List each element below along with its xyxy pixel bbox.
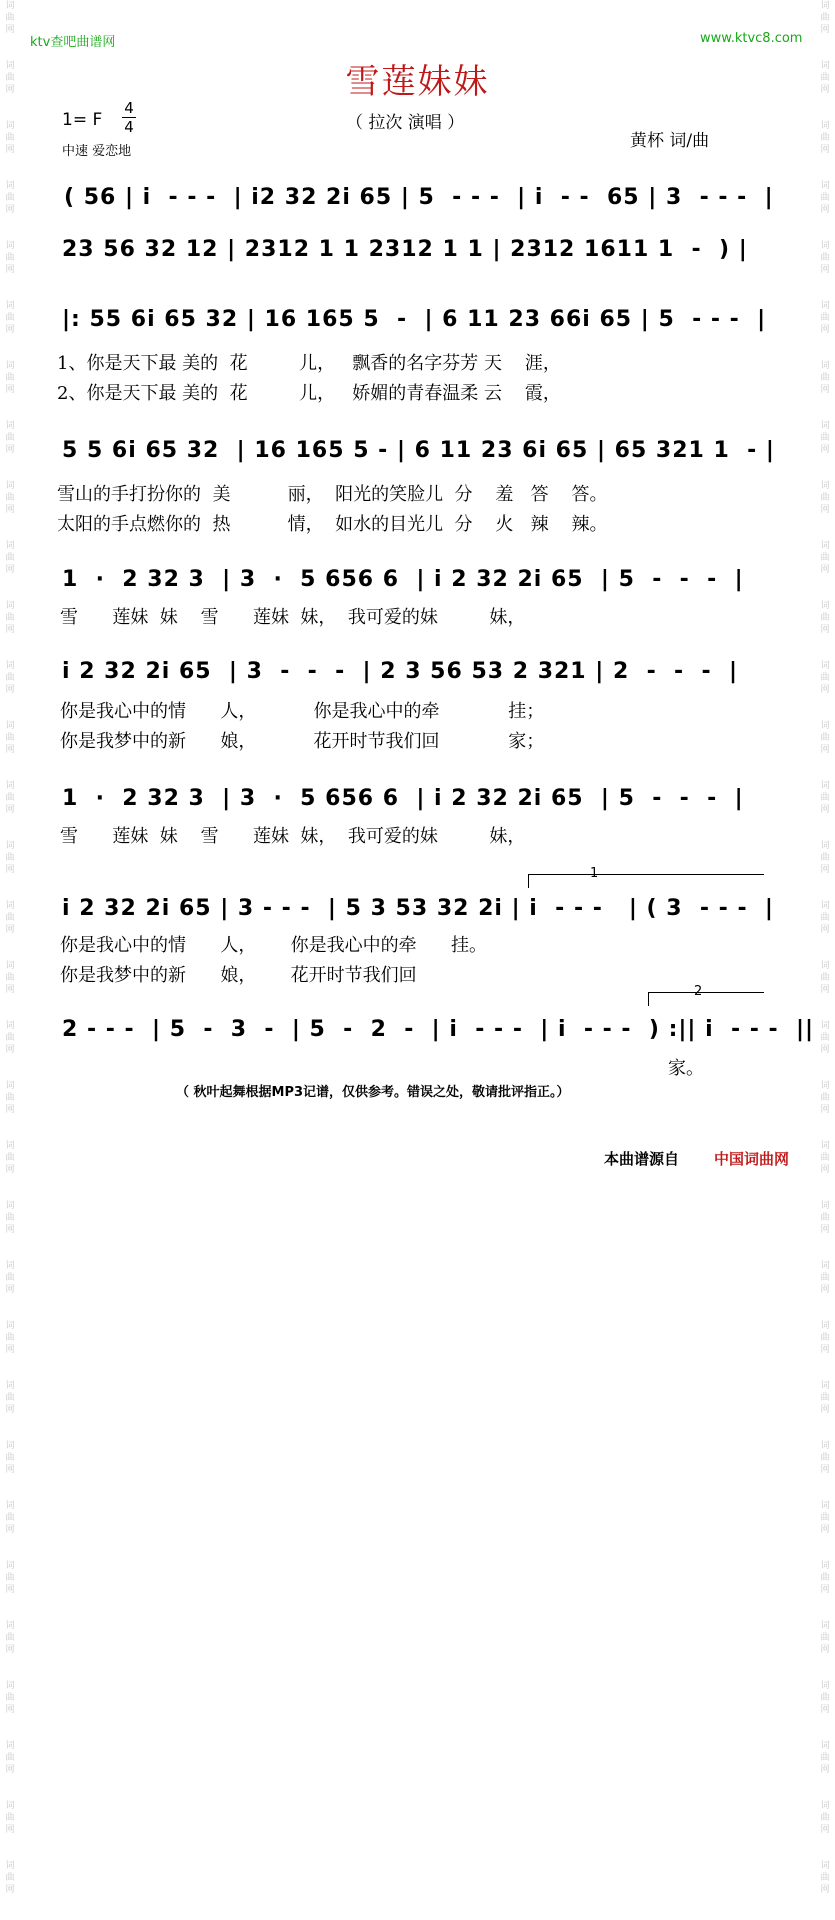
watermark-glyph: 词 xyxy=(820,1501,830,1511)
watermark-glyph: 曲 xyxy=(5,553,15,563)
watermark-glyph: 词 xyxy=(5,1,15,11)
watermark-glyph: 网 xyxy=(5,85,15,95)
site-name-left: ktv查吧曲谱网 xyxy=(30,35,116,50)
watermark-glyph: 网 xyxy=(820,625,830,635)
watermark-glyph: 网 xyxy=(5,925,15,935)
score-line-6: i 2 32 2i 65 | 3 - - - | 2 3 56 53 2 321 | 2 - - - | xyxy=(62,659,738,684)
watermark-glyph: 词 xyxy=(820,1561,830,1571)
watermark-glyph: 词 xyxy=(5,1741,15,1751)
key-prefix: 1= F xyxy=(62,110,103,130)
score-line-9: 2 - - - | 5 - 3 - | 5 - 2 - | i - - - | i - - - ) :|| i - - - || xyxy=(62,1017,815,1042)
watermark-glyph: 词 xyxy=(820,1201,830,1211)
watermark-glyph: 曲 xyxy=(5,1753,15,1763)
watermark-glyph: 网 xyxy=(5,325,15,335)
watermark-glyph: 网 xyxy=(820,1105,830,1115)
watermark-glyph: 网 xyxy=(5,1285,15,1295)
watermark-glyph: 词 xyxy=(5,1681,15,1691)
volta-2-number: 2 xyxy=(694,984,703,999)
watermark-glyph: 词 xyxy=(5,901,15,911)
watermark-glyph: 词 xyxy=(5,841,15,851)
lyric-line-9: 家。 xyxy=(668,1058,704,1079)
watermark-right xyxy=(817,0,833,1895)
score-line-5: 1 · 2 32 3 | 3 · 5 656 6 | i 2 32 2i 65 | 5 - - - | xyxy=(62,567,744,592)
watermark-glyph: 曲 xyxy=(5,1873,15,1883)
watermark-glyph: 词 xyxy=(820,1681,830,1691)
time-top: 4 xyxy=(124,99,134,117)
watermark-glyph: 曲 xyxy=(820,133,830,143)
watermark-glyph: 网 xyxy=(820,1225,830,1235)
site-url-right: www.ktvc8.com xyxy=(700,31,803,46)
watermark-glyph: 网 xyxy=(820,25,830,35)
watermark-glyph: 网 xyxy=(5,1705,15,1715)
watermark-glyph: 网 xyxy=(820,445,830,455)
watermark-glyph: 网 xyxy=(820,805,830,815)
watermark-glyph: 曲 xyxy=(5,1273,15,1283)
watermark-glyph: 曲 xyxy=(820,973,830,983)
watermark-glyph: 曲 xyxy=(820,373,830,383)
watermark-glyph: 词 xyxy=(5,1501,15,1511)
watermark-glyph: 词 xyxy=(820,1081,830,1091)
watermark-glyph: 曲 xyxy=(820,73,830,83)
watermark-glyph: 词 xyxy=(5,1141,15,1151)
watermark-glyph: 词 xyxy=(820,421,830,431)
watermark-glyph: 词 xyxy=(820,1381,830,1391)
tempo-mark: 中速 爱恋地 xyxy=(62,144,132,159)
lyric-line-8a: 你是我心中的情 人， 你是我心中的牵 挂。 xyxy=(60,935,487,956)
watermark-glyph: 词 xyxy=(5,1201,15,1211)
watermark-glyph: 网 xyxy=(820,205,830,215)
watermark-glyph: 曲 xyxy=(5,1573,15,1583)
watermark-glyph: 网 xyxy=(5,1345,15,1355)
volta-1-bracket xyxy=(528,874,764,875)
watermark-glyph: 词 xyxy=(820,181,830,191)
watermark-glyph: 曲 xyxy=(820,193,830,203)
watermark-glyph: 词 xyxy=(820,721,830,731)
watermark-glyph: 词 xyxy=(5,781,15,791)
watermark-glyph: 网 xyxy=(5,1105,15,1115)
watermark-glyph: 词 xyxy=(5,1321,15,1331)
watermark-glyph: 网 xyxy=(5,1885,15,1895)
watermark-glyph: 网 xyxy=(820,1285,830,1295)
watermark-glyph: 词 xyxy=(820,481,830,491)
watermark-glyph: 曲 xyxy=(820,1573,830,1583)
watermark-glyph: 曲 xyxy=(820,1213,830,1223)
credits-line: 黄杯 词/曲 xyxy=(630,131,710,151)
watermark-glyph: 曲 xyxy=(5,1153,15,1163)
watermark-glyph: 网 xyxy=(5,565,15,575)
watermark-glyph: 词 xyxy=(820,1621,830,1631)
watermark-glyph: 曲 xyxy=(5,133,15,143)
watermark-glyph: 词 xyxy=(5,1021,15,1031)
watermark-glyph: 曲 xyxy=(5,613,15,623)
watermark-glyph: 曲 xyxy=(820,1033,830,1043)
watermark-glyph: 曲 xyxy=(820,1453,830,1463)
watermark-glyph: 曲 xyxy=(5,1453,15,1463)
watermark-glyph: 网 xyxy=(820,1765,830,1775)
watermark-glyph: 网 xyxy=(5,865,15,875)
watermark-glyph: 曲 xyxy=(820,1693,830,1703)
watermark-glyph: 曲 xyxy=(5,1393,15,1403)
watermark-glyph: 网 xyxy=(5,1045,15,1055)
watermark-glyph: 曲 xyxy=(5,793,15,803)
watermark-glyph: 网 xyxy=(5,745,15,755)
volta-1-edge xyxy=(528,874,529,888)
watermark-glyph: 曲 xyxy=(5,733,15,743)
watermark-glyph: 词 xyxy=(5,601,15,611)
watermark-glyph: 词 xyxy=(820,961,830,971)
watermark-glyph: 曲 xyxy=(5,73,15,83)
watermark-glyph: 词 xyxy=(5,181,15,191)
watermark-glyph: 网 xyxy=(5,265,15,275)
key-signature xyxy=(62,110,102,130)
watermark-glyph: 网 xyxy=(5,205,15,215)
watermark-glyph: 曲 xyxy=(5,1813,15,1823)
watermark-glyph: 词 xyxy=(5,121,15,131)
watermark-glyph: 网 xyxy=(820,1885,830,1895)
watermark-glyph: 网 xyxy=(5,985,15,995)
watermark-glyph: 词 xyxy=(820,1441,830,1451)
watermark-glyph: 曲 xyxy=(820,913,830,923)
watermark-glyph: 曲 xyxy=(820,253,830,263)
watermark-glyph: 网 xyxy=(5,1765,15,1775)
watermark-glyph: 网 xyxy=(820,1165,830,1175)
song-title: 雪莲妹妹 xyxy=(345,62,490,102)
singer-line: （ 拉次 演唱 ） xyxy=(346,113,465,133)
lyric-line-8b: 你是我梦中的新 娘， 花开时节我们回 xyxy=(60,965,417,986)
watermark-glyph: 词 xyxy=(5,1561,15,1571)
watermark-glyph: 词 xyxy=(5,241,15,251)
watermark-glyph: 网 xyxy=(820,985,830,995)
lyric-line-4b: 太阳的手点燃你的 热 情， 如水的目光儿 分 火 辣 辣。 xyxy=(57,514,608,535)
watermark-glyph: 曲 xyxy=(820,1633,830,1643)
watermark-glyph: 曲 xyxy=(820,553,830,563)
watermark-glyph: 词 xyxy=(5,961,15,971)
watermark-glyph: 曲 xyxy=(5,493,15,503)
watermark-glyph: 曲 xyxy=(5,973,15,983)
time-bottom: 4 xyxy=(124,118,134,136)
watermark-glyph: 曲 xyxy=(820,673,830,683)
watermark-glyph: 词 xyxy=(5,1381,15,1391)
watermark-glyph: 网 xyxy=(5,445,15,455)
watermark-glyph: 曲 xyxy=(820,493,830,503)
watermark-glyph: 词 xyxy=(5,1861,15,1871)
lyric-line-4a: 雪山的手打扮你的 美 丽， 阳光的笑脸儿 分 羞 答 答。 xyxy=(57,484,608,505)
lyric-line-6b: 你是我梦中的新 娘， 花开时节我们回 家； xyxy=(60,731,545,752)
score-line-1: ( 56 | i - - - | i2 32 2i 65 | 5 - - - | i - - 65 | 3 - - - | xyxy=(64,185,774,210)
watermark-glyph: 网 xyxy=(820,385,830,395)
watermark-glyph: 网 xyxy=(820,1645,830,1655)
watermark-glyph: 曲 xyxy=(820,1873,830,1883)
lyric-line-7: 雪 莲妹 妹 雪 莲妹 妹， 我可爱的妹 妹， xyxy=(60,826,526,847)
watermark-glyph: 词 xyxy=(820,901,830,911)
watermark-glyph: 曲 xyxy=(820,1093,830,1103)
watermark-glyph: 词 xyxy=(820,1261,830,1271)
score-line-7: 1 · 2 32 3 | 3 · 5 656 6 | i 2 32 2i 65 | 5 - - - | xyxy=(62,786,744,811)
watermark-glyph: 词 xyxy=(820,1,830,11)
watermark-glyph: 网 xyxy=(5,1825,15,1835)
watermark-glyph: 词 xyxy=(820,1861,830,1871)
transcription-note: （ 秋叶起舞根据MP3记谱，仅供参考。错误之处，敬请批评指正。） xyxy=(176,1085,570,1100)
watermark-glyph: 曲 xyxy=(820,1513,830,1523)
watermark-glyph: 词 xyxy=(820,1741,830,1751)
watermark-glyph: 曲 xyxy=(820,793,830,803)
volta-2-edge xyxy=(648,992,649,1006)
watermark-glyph: 网 xyxy=(820,1525,830,1535)
watermark-glyph: 曲 xyxy=(820,1813,830,1823)
watermark-glyph: 曲 xyxy=(5,13,15,23)
watermark-glyph: 曲 xyxy=(5,853,15,863)
watermark-glyph: 词 xyxy=(820,361,830,371)
lyric-line-3a: 1、你是天下最 美的 花 儿， 飘香的名字芬芳 天 涯， xyxy=(57,353,561,374)
watermark-glyph: 网 xyxy=(820,565,830,575)
watermark-glyph: 网 xyxy=(820,685,830,695)
watermark-glyph: 网 xyxy=(5,805,15,815)
watermark-glyph: 网 xyxy=(820,325,830,335)
watermark-glyph: 网 xyxy=(5,625,15,635)
score-line-3: |: 55 6i 65 32 | 16 165 5 - | 6 11 23 66i 65 | 5 - - - | xyxy=(62,307,767,332)
lyric-line-3b: 2、你是天下最 美的 花 儿， 娇媚的青春温柔 云 霞， xyxy=(57,383,561,404)
watermark-glyph: 网 xyxy=(820,145,830,155)
watermark-glyph: 网 xyxy=(5,1645,15,1655)
watermark-glyph: 曲 xyxy=(820,13,830,23)
watermark-glyph: 网 xyxy=(820,265,830,275)
watermark-glyph: 曲 xyxy=(820,313,830,323)
watermark-glyph: 曲 xyxy=(5,1633,15,1643)
watermark-glyph: 网 xyxy=(5,25,15,35)
watermark-glyph: 词 xyxy=(5,1441,15,1451)
watermark-glyph: 词 xyxy=(5,421,15,431)
watermark-glyph: 曲 xyxy=(820,1753,830,1763)
watermark-glyph: 网 xyxy=(5,145,15,155)
watermark-glyph: 网 xyxy=(820,1045,830,1055)
watermark-glyph: 网 xyxy=(5,1165,15,1175)
watermark-glyph: 词 xyxy=(820,1141,830,1151)
time-signature xyxy=(122,100,136,135)
watermark-glyph: 曲 xyxy=(5,193,15,203)
watermark-glyph: 曲 xyxy=(5,1513,15,1523)
lyric-line-5: 雪 莲妹 妹 雪 莲妹 妹， 我可爱的妹 妹， xyxy=(60,607,526,628)
watermark-glyph: 词 xyxy=(5,661,15,671)
watermark-glyph: 词 xyxy=(820,301,830,311)
watermark-glyph: 曲 xyxy=(820,853,830,863)
watermark-glyph: 词 xyxy=(5,301,15,311)
score-line-8: i 2 32 2i 65 | 3 - - - | 5 3 53 32 2i | i - - - | ( 3 - - - | xyxy=(62,896,774,921)
watermark-glyph: 曲 xyxy=(820,1393,830,1403)
watermark-glyph: 曲 xyxy=(820,1333,830,1343)
watermark-glyph: 词 xyxy=(5,541,15,551)
watermark-glyph: 网 xyxy=(5,1465,15,1475)
watermark-glyph: 曲 xyxy=(820,613,830,623)
watermark-glyph: 网 xyxy=(820,1585,830,1595)
watermark-glyph: 词 xyxy=(820,1321,830,1331)
watermark-glyph: 曲 xyxy=(5,1333,15,1343)
volta-1-number: 1 xyxy=(590,866,599,881)
score-line-4: 5 5 6i 65 32 | 16 165 5 - | 6 11 23 6i 65 | 65 321 1 - | xyxy=(62,438,775,463)
watermark-glyph: 词 xyxy=(5,1261,15,1271)
watermark-glyph: 词 xyxy=(820,781,830,791)
watermark-glyph: 网 xyxy=(5,685,15,695)
watermark-glyph: 网 xyxy=(820,925,830,935)
lyric-line-6a: 你是我心中的情 人， 你是我心中的牵 挂； xyxy=(60,701,545,722)
watermark-glyph: 曲 xyxy=(820,1273,830,1283)
watermark-glyph: 词 xyxy=(820,1801,830,1811)
watermark-glyph: 词 xyxy=(5,1621,15,1631)
watermark-glyph: 曲 xyxy=(820,1153,830,1163)
watermark-glyph: 词 xyxy=(820,661,830,671)
watermark-glyph: 网 xyxy=(5,1585,15,1595)
watermark-glyph: 网 xyxy=(5,385,15,395)
watermark-glyph: 网 xyxy=(820,1465,830,1475)
watermark-glyph: 曲 xyxy=(5,1693,15,1703)
watermark-glyph: 网 xyxy=(820,1345,830,1355)
watermark-glyph: 曲 xyxy=(5,673,15,683)
watermark-glyph: 词 xyxy=(5,1081,15,1091)
watermark-glyph: 网 xyxy=(820,1405,830,1415)
source-label: 本曲谱源自 xyxy=(604,1150,680,1168)
watermark-glyph: 词 xyxy=(5,61,15,71)
watermark-glyph: 曲 xyxy=(5,373,15,383)
watermark-glyph: 曲 xyxy=(5,1033,15,1043)
watermark-glyph: 曲 xyxy=(820,733,830,743)
watermark-glyph: 网 xyxy=(820,85,830,95)
watermark-glyph: 网 xyxy=(820,745,830,755)
watermark-glyph: 曲 xyxy=(5,913,15,923)
watermark-glyph: 网 xyxy=(820,505,830,515)
watermark-glyph: 词 xyxy=(820,541,830,551)
watermark-glyph: 曲 xyxy=(5,1213,15,1223)
watermark-glyph: 曲 xyxy=(5,433,15,443)
watermark-glyph: 词 xyxy=(820,121,830,131)
watermark-glyph: 词 xyxy=(5,1801,15,1811)
watermark-glyph: 网 xyxy=(5,505,15,515)
watermark-glyph: 词 xyxy=(820,1021,830,1031)
watermark-glyph: 网 xyxy=(5,1525,15,1535)
watermark-glyph: 曲 xyxy=(5,253,15,263)
watermark-glyph: 词 xyxy=(5,481,15,491)
watermark-glyph: 词 xyxy=(5,721,15,731)
watermark-glyph: 网 xyxy=(5,1405,15,1415)
watermark-glyph: 词 xyxy=(820,61,830,71)
score-line-2: 23 56 32 12 | 2312 1 1 2312 1 1 | 2312 1611 1 - ) | xyxy=(62,237,748,262)
watermark-glyph: 网 xyxy=(820,865,830,875)
watermark-glyph: 网 xyxy=(820,1825,830,1835)
watermark-glyph: 曲 xyxy=(5,313,15,323)
watermark-glyph: 词 xyxy=(820,601,830,611)
watermark-left xyxy=(2,0,18,1895)
watermark-glyph: 曲 xyxy=(820,433,830,443)
watermark-glyph: 词 xyxy=(820,841,830,851)
watermark-glyph: 词 xyxy=(820,241,830,251)
watermark-glyph: 词 xyxy=(5,361,15,371)
source-site: 中国词曲网 xyxy=(714,1150,790,1168)
watermark-glyph: 网 xyxy=(820,1705,830,1715)
volta-2-bracket xyxy=(648,992,764,993)
watermark-glyph: 网 xyxy=(5,1225,15,1235)
watermark-glyph: 曲 xyxy=(5,1093,15,1103)
